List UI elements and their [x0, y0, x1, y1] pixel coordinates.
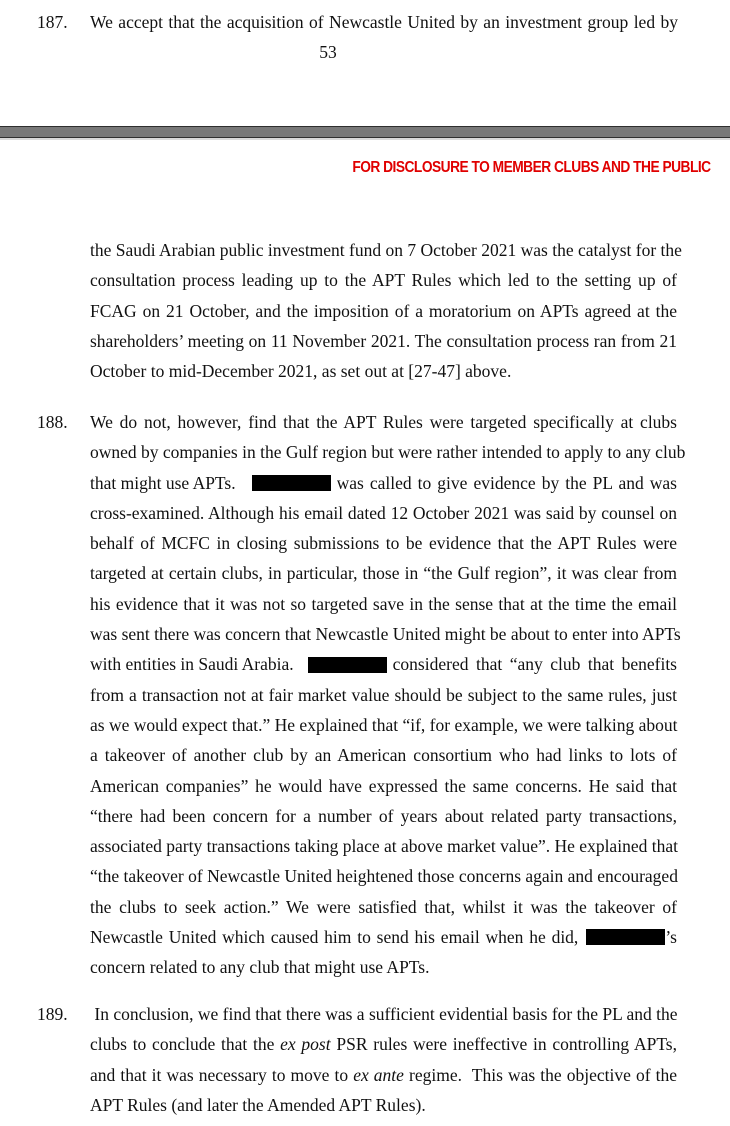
paragraph-187-continued: [37, 235, 682, 386]
paragraph-number: 189.: [37, 1004, 68, 1024]
page-number-text: 53: [319, 42, 337, 62]
text-line: consultation process leading up to the APT Rules which led to the setting up of: [90, 270, 677, 291]
previous-page-tail: [0, 0, 730, 126]
text-segment: and that it was necessary to move to: [90, 1064, 354, 1085]
text-line: owned by companies in the Gulf region but were rather intended to apply to any club: [90, 442, 686, 463]
paragraph-text: We accept that the acquisition of Newcastle United by an investment group led by: [90, 12, 678, 32]
text-segment: regime. This was the objective of the: [403, 1064, 677, 1085]
text-line: behalf of MCFC in closing submissions to be evidence that the APT Rules were: [90, 533, 677, 554]
text-line: his evidence that it was not so targeted save in the sense that at the time the email: [90, 593, 677, 614]
text-line-with-redaction: [90, 649, 677, 679]
page-break-separator: [0, 126, 730, 138]
paragraph-188: [37, 407, 686, 983]
text-segment: with entities in Saudi Arabia.: [90, 654, 294, 675]
text-line: “there had been concern for a number of years about related party transactions,: [90, 805, 677, 826]
text-line: FCAG on 21 October, and the imposition of a moratorium on APTs agreed at the: [90, 300, 677, 321]
text-line: the clubs to seek action.” We were satisfied that, whilst it was the takeover of: [90, 896, 677, 917]
text-line-with-redaction: [90, 922, 677, 952]
text-line: a takeover of another club by an American consortium who had links to lots of: [90, 745, 677, 766]
text-segment: PSR rules were ineffective in controlling APTs,: [330, 1034, 677, 1055]
text-line: October to mid-December 2021, as set out at [27-47] above.: [90, 361, 512, 382]
text-segment: that might use APTs.: [90, 472, 236, 493]
redaction-block: [308, 657, 387, 673]
disclosure-banner: FOR DISCLOSURE TO MEMBER CLUBS AND THE PUBLIC: [352, 159, 711, 176]
text-line: was sent there was concern that Newcastle United might be about to enter into APTs: [90, 624, 681, 645]
text-line: American companies” he would have expressed the same concerns. He said that: [90, 775, 677, 796]
paragraph-body: [90, 235, 682, 386]
redaction-block: [586, 929, 665, 945]
text-segment: was called to give evidence by the PL and was: [336, 472, 677, 493]
redaction-block: [252, 475, 331, 491]
italic-term: ex ante: [353, 1064, 404, 1085]
text-line: as we would expect that.” He explained that “if, for example, we were talking about: [90, 714, 678, 735]
text-line: APT Rules (and later the Amended APT Rules).: [90, 1094, 426, 1115]
text-line: associated party transactions taking place at above market value”. He explained that: [90, 836, 678, 857]
paragraph-189: [37, 999, 677, 1120]
text-segment: Newcastle United which caused him to send his email when he did,: [90, 927, 579, 948]
text-line: [90, 1029, 677, 1059]
paragraph-number: 188.: [37, 412, 68, 432]
text-line: “the takeover of Newcastle United heightened those concerns again and encouraged: [90, 866, 678, 887]
page-number: [0, 40, 730, 64]
paragraph-body: [90, 407, 686, 983]
text-segment: ’s: [665, 927, 677, 948]
text-line: concern related to any club that might use APTs.: [90, 957, 430, 978]
text-line: the Saudi Arabian public investment fund on 7 October 2021 was the catalyst for the: [90, 240, 682, 260]
paragraph-number: 187.: [37, 12, 68, 32]
text-line: shareholders’ meeting on 11 November 2021. The consultation process ran from 21: [90, 330, 677, 351]
paragraph-body: [90, 999, 677, 1120]
text-line: We do not, however, find that the APT Rules were targeted specifically at clubs: [90, 412, 677, 432]
text-line: targeted at certain clubs, in particular, those in “the Gulf region”, it was clear from: [90, 563, 677, 584]
text-line: cross-examined. Although his email dated 12 October 2021 was said by counsel on: [90, 502, 677, 523]
text-line: In conclusion, we find that there was a sufficient evidential basis for the PL and the: [90, 1004, 678, 1024]
text-segment: clubs to conclude that the: [90, 1034, 281, 1055]
text-line-with-redaction: [90, 468, 677, 498]
text-line: [90, 1060, 677, 1090]
text-line: from a transaction not at fair market value should be subject to the same rules, just: [90, 684, 677, 705]
italic-term: ex post: [280, 1034, 331, 1055]
page-break-shadow: [0, 138, 730, 140]
text-segment: considered that “any club that benefits: [392, 654, 677, 675]
